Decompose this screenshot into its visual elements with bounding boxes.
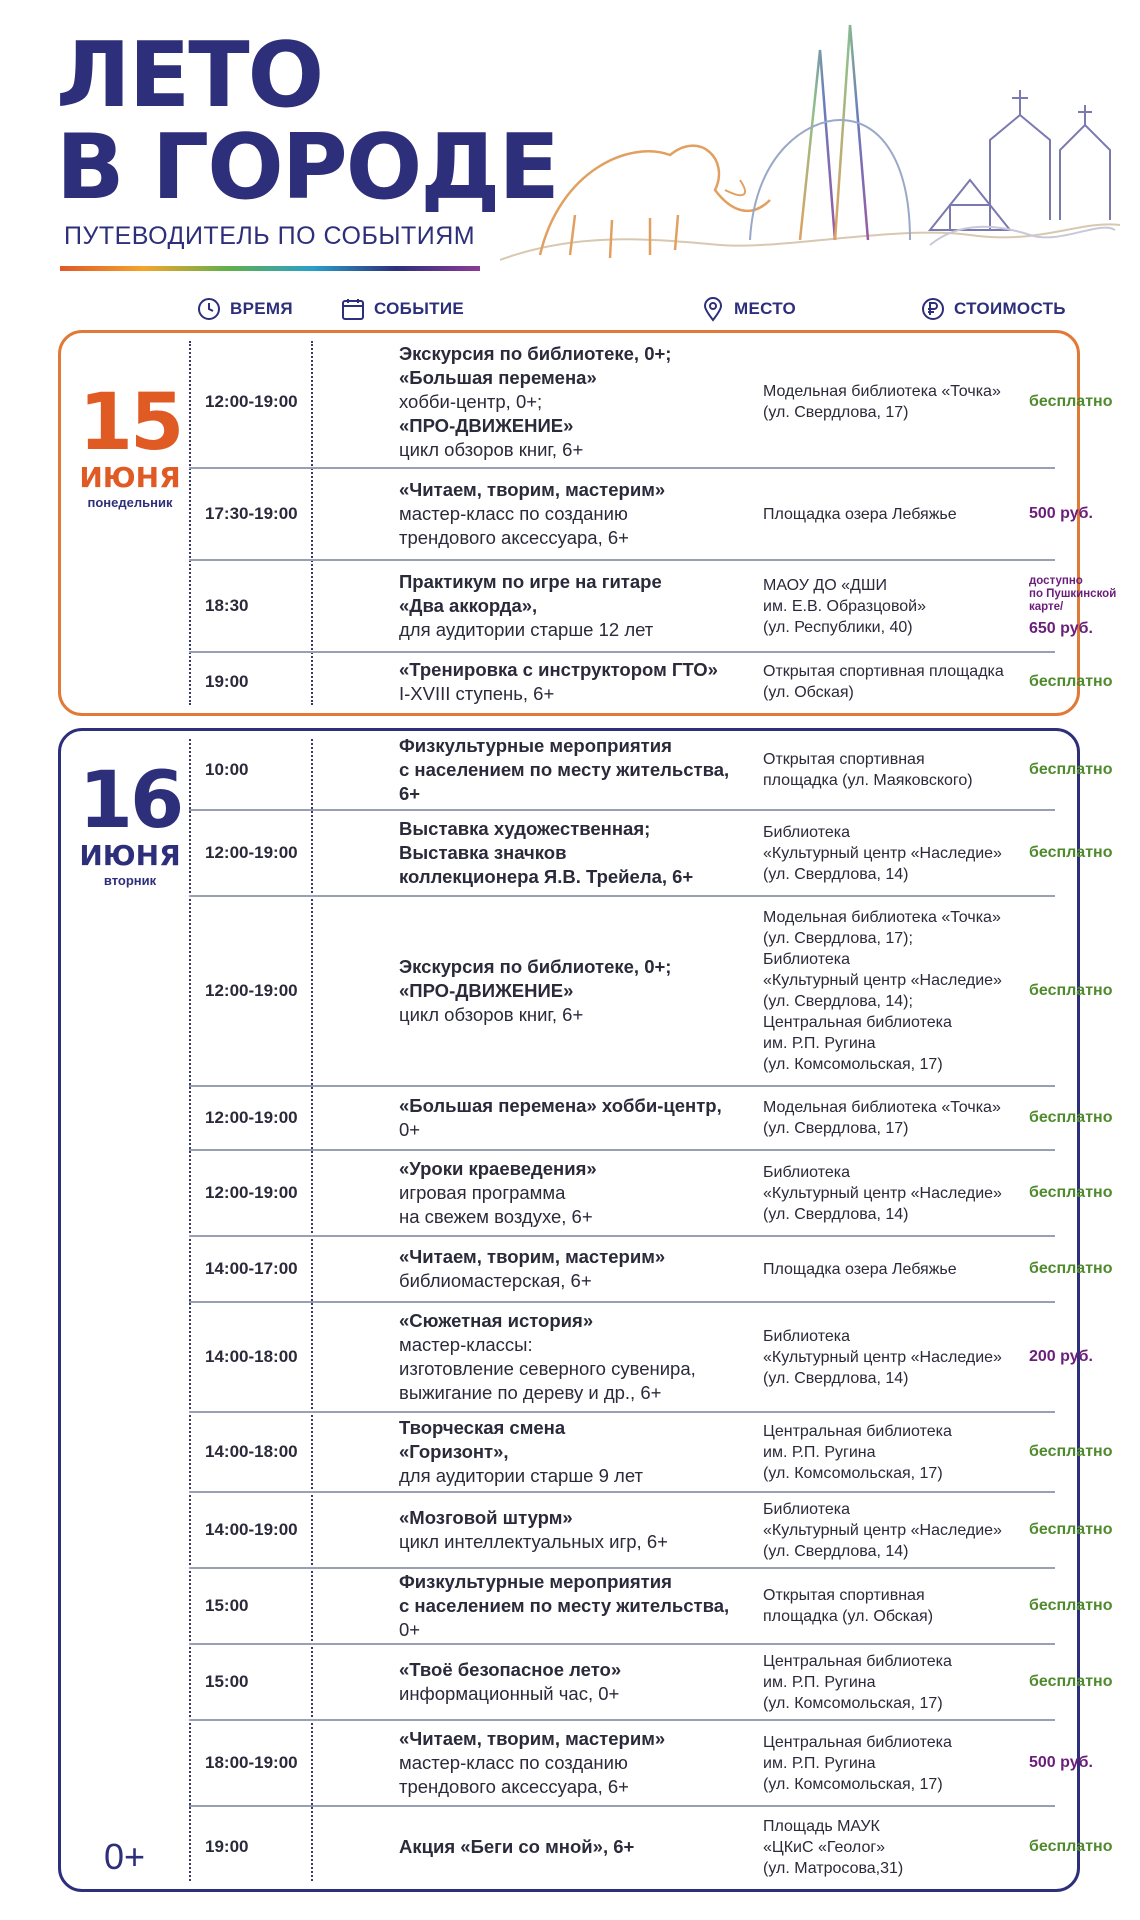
- event-price: бесплатно: [1029, 1838, 1113, 1855]
- place-line: Модельная библиотека «Точка»: [763, 1099, 1001, 1116]
- event-price: бесплатно: [1029, 1521, 1113, 1538]
- event-place: [763, 469, 1031, 559]
- event-row: [189, 1237, 1113, 1303]
- event-description: [399, 1721, 759, 1805]
- event-row: [189, 1303, 1093, 1413]
- place-line: Площадка озера Лебяжье: [763, 505, 957, 523]
- event-description: [399, 1303, 759, 1411]
- event-row: [189, 337, 1113, 469]
- place-line: «Культурный центр «Наследие»: [763, 1184, 1002, 1202]
- event-price: бесплатно: [1029, 1260, 1113, 1277]
- event-line: «Уроки краеведения»: [399, 1158, 597, 1179]
- event-line: мастер-класс по созданию: [399, 503, 628, 524]
- day-number: 16: [78, 756, 182, 846]
- place-line: Открытая спортивная: [763, 1587, 925, 1604]
- event-line: I-XVIII ступень, 6+: [399, 683, 555, 704]
- event-price: 200 руб.: [1029, 1348, 1093, 1365]
- place-line: (ул. Свердлова, 17): [763, 1120, 909, 1137]
- place-line: Библиотека: [763, 1163, 850, 1181]
- event-description: [399, 1569, 759, 1643]
- title-line-1: ЛЕТО: [56, 23, 323, 128]
- place-line: Открытая спортивная площадка: [763, 663, 1004, 680]
- event-time: 19:00: [205, 672, 249, 691]
- event-line: «Читаем, творим, мастерим»: [399, 1728, 666, 1749]
- event-price: бесплатно: [1029, 1673, 1113, 1690]
- place-line: им. Р.П. Ругина: [763, 1673, 876, 1691]
- event-price: бесплатно: [1029, 1597, 1113, 1614]
- event-place: [763, 1237, 1031, 1301]
- event-description: [399, 1087, 759, 1149]
- event-place: [763, 653, 1031, 711]
- event-place: [763, 1807, 1031, 1887]
- event-line: Выставка художественная;: [399, 818, 651, 839]
- event-line: Физкультурные мероприятия: [399, 735, 672, 756]
- event-line: на свежем воздухе, 6+: [399, 1206, 593, 1227]
- event-place: [763, 1569, 1031, 1643]
- event-time: 12:00-19:00: [205, 981, 298, 1000]
- age-rating: 0+: [104, 1836, 146, 1877]
- place-line: (ул. Свердлова, 14);: [763, 993, 913, 1010]
- event-time: 14:00-19:00: [205, 1520, 298, 1539]
- day-number: 15: [78, 378, 182, 468]
- place-line: «Культурный центр «Наследие»: [763, 1348, 1002, 1366]
- place-line: «Культурный центр «Наследие»: [763, 972, 1002, 989]
- rainbow-divider: [60, 266, 480, 271]
- event-price: бесплатно: [1029, 393, 1113, 410]
- event-line: «ПРО-ДВИЖЕНИЕ»: [399, 415, 574, 436]
- header-place: [700, 296, 796, 322]
- event-price: [1029, 561, 1140, 651]
- price-note: карте/: [1029, 600, 1064, 613]
- place-line: (ул. Свердлова, 14): [763, 1369, 909, 1387]
- event-time: 12:00-19:00: [205, 392, 298, 411]
- day-month: ИЮНЯ: [79, 839, 181, 872]
- place-line: (ул. Комсомольская, 17): [763, 1056, 943, 1073]
- event-description: [399, 337, 759, 467]
- day-weekday: понедельник: [87, 495, 173, 510]
- event-line: библиомастерская, 6+: [399, 1270, 592, 1291]
- event-line: Экскурсия по библиотеке, 0+;: [399, 343, 672, 364]
- event-line: «Сюжетная история»: [399, 1310, 594, 1331]
- event-time: 19:00: [205, 1837, 249, 1856]
- day-month: ИЮНЯ: [79, 461, 181, 494]
- event-time: 18:30: [205, 596, 249, 615]
- event-line: Экскурсия по библиотеке, 0+;: [399, 956, 672, 977]
- event-time: 12:00-19:00: [205, 1108, 298, 1127]
- price-note: по Пушкинской: [1029, 587, 1117, 600]
- event-line: «Большая перемена»: [399, 367, 597, 388]
- location-pin-icon: [700, 296, 726, 322]
- event-row: [189, 469, 1093, 561]
- day-panel-16: [58, 728, 1113, 1892]
- event-place: [763, 561, 1031, 651]
- event-description: [399, 1413, 759, 1491]
- day-weekday: вторник: [103, 873, 157, 888]
- place-line: Площадка озера Лебяжье: [763, 1260, 957, 1278]
- event-price: бесплатно: [1029, 1109, 1113, 1126]
- event-line: «Читаем, творим, мастерим»: [399, 479, 666, 500]
- event-line: хобби-центр, 0+;: [399, 391, 543, 412]
- event-description: [399, 811, 759, 895]
- event-row: [189, 1087, 1113, 1151]
- event-price: бесплатно: [1029, 844, 1113, 861]
- event-row: [189, 1493, 1113, 1569]
- column-headers: [0, 296, 1140, 326]
- event-time: 18:00-19:00: [205, 1753, 298, 1772]
- event-line: «Два аккорда»,: [399, 595, 538, 616]
- event-description: [399, 731, 759, 809]
- event-time: 15:00: [205, 1672, 249, 1691]
- place-line: Площадь МАУК: [763, 1817, 880, 1835]
- event-description: [399, 653, 759, 711]
- place-line: (ул. Свердлова, 14): [763, 1205, 909, 1223]
- event-row: [189, 1569, 1113, 1645]
- event-place: [763, 1151, 1031, 1235]
- header-price: [920, 296, 1066, 322]
- event-line: для аудитории старше 12 лет: [399, 619, 654, 640]
- place-line: «ЦКиС «Геолог»: [763, 1838, 886, 1856]
- page-title: [56, 23, 558, 220]
- event-price: бесплатно: [1029, 982, 1113, 999]
- event-row: [189, 731, 1113, 811]
- event-price: бесплатно: [1029, 1443, 1113, 1460]
- place-line: (ул. Матросова,31): [763, 1859, 904, 1877]
- place-line: им. Р.П. Ругина: [763, 1443, 876, 1461]
- place-line: (ул. Свердлова, 14): [763, 1542, 909, 1560]
- event-time: 14:00-18:00: [205, 1442, 298, 1461]
- day-date: [61, 378, 199, 510]
- calendar-icon: [340, 296, 366, 322]
- event-place: [763, 1645, 1031, 1719]
- event-line: игровая программа: [399, 1182, 566, 1203]
- event-row: [189, 1721, 1093, 1807]
- event-row: [189, 811, 1113, 897]
- event-description: [399, 1645, 759, 1719]
- event-time: 12:00-19:00: [205, 843, 298, 862]
- event-line: трендового аксессуара, 6+: [399, 1776, 629, 1797]
- event-place: [763, 1721, 1031, 1805]
- event-description: [399, 561, 759, 651]
- place-line: Центральная библиотека: [763, 1014, 952, 1031]
- event-row: [189, 1645, 1113, 1721]
- place-line: (ул. Комсомольская, 17): [763, 1775, 943, 1793]
- event-description: [399, 1807, 759, 1887]
- event-row: [189, 1807, 1113, 1887]
- header-time: [196, 296, 293, 322]
- place-line: им. Р.П. Ругина: [763, 1754, 876, 1772]
- event-line: цикл интеллектуальных игр, 6+: [399, 1531, 668, 1552]
- place-line: площадка (ул. Маяковского): [763, 772, 973, 789]
- event-line: «Твоё безопасное лето»: [399, 1659, 622, 1680]
- event-line: мастер-класс по созданию: [399, 1752, 628, 1773]
- event-line: «Горизонт»,: [399, 1441, 509, 1462]
- event-price: бесплатно: [1029, 761, 1113, 778]
- place-line: Библиотека: [763, 823, 850, 841]
- place-line: МАОУ ДО «ДШИ: [763, 576, 887, 594]
- event-line: Акция «Беги со мной», 6+: [399, 1836, 635, 1857]
- event-line: информационный час, 0+: [399, 1683, 620, 1704]
- place-line: (ул. Комсомольская, 17): [763, 1694, 943, 1712]
- day-panel-15: [58, 330, 1117, 716]
- event-place: [763, 731, 1031, 809]
- event-line: «Мозговой штурм»: [399, 1507, 573, 1528]
- price-note: доступно: [1029, 574, 1083, 587]
- event-price: бесплатно: [1029, 1184, 1113, 1201]
- event-line: коллекционера Я.В. Трейела, 6+: [399, 866, 694, 887]
- event-line: с населением по месту жительства,: [399, 759, 730, 780]
- header-place-label: МЕСТО: [734, 299, 797, 318]
- header-event-label: СОБЫТИЕ: [374, 299, 464, 318]
- price-value: 650 руб.: [1029, 619, 1093, 637]
- event-row: [189, 1413, 1113, 1493]
- event-time: 14:00-17:00: [205, 1259, 298, 1278]
- place-line: площадка (ул. Обская): [763, 1608, 934, 1625]
- header-event: [340, 296, 464, 322]
- place-line: Модельная библиотека «Точка»: [763, 909, 1001, 926]
- event-price: 500 руб.: [1029, 1754, 1093, 1771]
- event-line: с населением по месту жительства,: [399, 1595, 730, 1616]
- place-line: Открытая спортивная: [763, 751, 925, 768]
- event-row: [189, 1151, 1113, 1237]
- place-line: (ул. Республики, 40): [763, 618, 913, 636]
- event-time: 17:30-19:00: [205, 504, 298, 523]
- place-line: Библиотека: [763, 1500, 850, 1518]
- event-place: [763, 1303, 1031, 1411]
- event-place: [763, 337, 1031, 467]
- day-date: [61, 756, 199, 888]
- event-time: 14:00-18:00: [205, 1347, 298, 1366]
- event-time: 15:00: [205, 1596, 249, 1615]
- event-place: [763, 1413, 1031, 1491]
- event-line: Практикум по игре на гитаре: [399, 571, 662, 592]
- event-row: [189, 561, 1117, 653]
- ruble-icon: [920, 296, 946, 322]
- event-line: 0+: [399, 1119, 421, 1140]
- place-line: «Культурный центр «Наследие»: [763, 1521, 1002, 1539]
- event-line: «Читаем, творим, мастерим»: [399, 1246, 666, 1267]
- clock-icon: [196, 296, 222, 322]
- event-price: 500 руб.: [1029, 505, 1093, 522]
- event-description: [399, 1151, 759, 1235]
- place-line: Модельная библиотека «Точка»: [763, 383, 1001, 400]
- event-line: 6+: [399, 783, 421, 804]
- event-line: Творческая смена: [399, 1417, 566, 1438]
- place-line: Библиотека: [763, 951, 850, 968]
- header-price-label: СТОИМОСТЬ: [954, 299, 1066, 318]
- page-subtitle: ПУТЕВОДИТЕЛЬ ПО СОБЫТИЯМ: [64, 222, 476, 250]
- place-line: (ул. Свердлова, 17): [763, 404, 909, 421]
- event-line: «Тренировка с инструктором ГТО»: [399, 659, 718, 680]
- place-line: Центральная библиотека: [763, 1422, 952, 1440]
- place-line: (ул. Свердлова, 14): [763, 865, 909, 883]
- event-line: выжигание по дереву и др., 6+: [399, 1382, 662, 1403]
- place-line: Библиотека: [763, 1327, 850, 1345]
- header-time-label: ВРЕМЯ: [230, 299, 293, 318]
- event-line: трендового аксессуара, 6+: [399, 527, 629, 548]
- event-place: [763, 1087, 1031, 1149]
- event-line: изготовление северного сувенира,: [399, 1358, 696, 1379]
- place-line: Центральная библиотека: [763, 1652, 952, 1670]
- place-line: «Культурный центр «Наследие»: [763, 844, 1002, 862]
- event-place: [763, 897, 1031, 1085]
- event-row: [189, 897, 1113, 1087]
- place-line: (ул. Комсомольская, 17): [763, 1464, 943, 1482]
- event-place: [763, 1493, 1031, 1567]
- event-line: 0+: [399, 1619, 421, 1640]
- event-line: цикл обзоров книг, 6+: [399, 1004, 584, 1025]
- place-line: (ул. Свердлова, 17);: [763, 930, 913, 947]
- event-description: [399, 1237, 759, 1301]
- event-place: [763, 811, 1031, 895]
- event-line: цикл обзоров книг, 6+: [399, 439, 584, 460]
- event-price: бесплатно: [1029, 673, 1113, 690]
- event-description: [399, 469, 759, 559]
- event-line: для аудитории старше 9 лет: [399, 1465, 643, 1486]
- event-description: [399, 1493, 759, 1567]
- place-line: Центральная библиотека: [763, 1733, 952, 1751]
- event-time: 10:00: [205, 760, 249, 779]
- event-line: «ПРО-ДВИЖЕНИЕ»: [399, 980, 574, 1001]
- title-line-2: В ГОРОДЕ: [56, 115, 558, 220]
- event-line: «Большая перемена» хобби-центр,: [399, 1095, 722, 1116]
- city-skyline-illustration: [500, 20, 1120, 290]
- event-row: [189, 653, 1113, 711]
- event-line: Выставка значков: [399, 842, 567, 863]
- event-description: [399, 897, 759, 1085]
- event-time: 12:00-19:00: [205, 1183, 298, 1202]
- event-line: Физкультурные мероприятия: [399, 1571, 672, 1592]
- event-line: мастер-классы:: [399, 1334, 533, 1355]
- place-line: им. Е.В. Образцовой»: [763, 597, 927, 615]
- place-line: (ул. Обская): [763, 684, 854, 701]
- place-line: им. Р.П. Ругина: [763, 1035, 876, 1052]
